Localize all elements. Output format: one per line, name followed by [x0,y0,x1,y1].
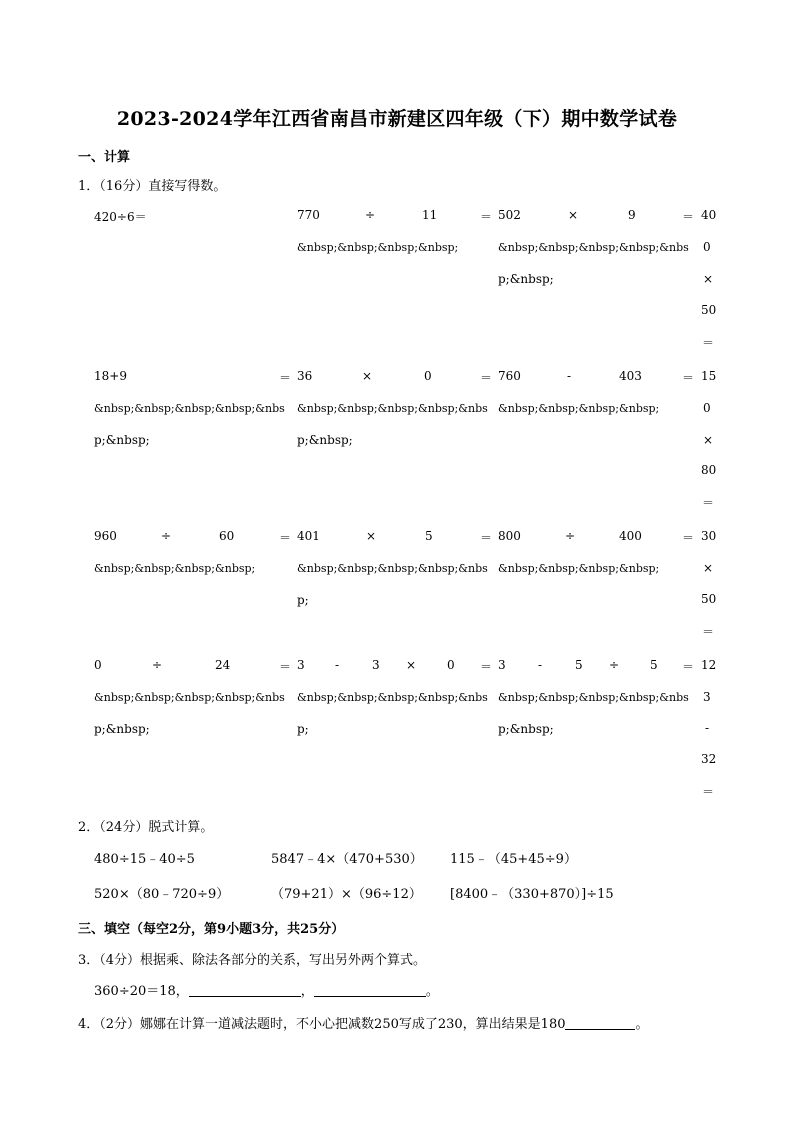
r2-c2-eq: ＝ [480,371,493,385]
r2-c4-a: 15 [701,369,717,383]
r3-c2-op: × [366,529,377,543]
question-4 [78,1013,649,1032]
question-3: 3．（4分）根据乘、除法各部分的关系，写出另外两个算式。 [78,953,427,968]
r1-c4-b: 0 [703,240,711,254]
q3-expr: 360÷20＝18， [94,984,189,999]
q3-blank-1[interactable] [189,982,301,997]
r4-c2-c: 0 [447,658,455,672]
r4-c3-eq: ＝ [682,660,695,674]
r2-c2-b: 0 [424,369,432,383]
r4-c2-op2: × [406,658,417,672]
r4-c1-b: 24 [215,658,231,672]
r3-c2-eq: ＝ [480,531,493,545]
r1-c3-op: × [568,208,579,222]
section-fill-blank: 三、填空（每空2分，第9小题3分，共25分） [78,922,345,937]
r2-c3-b: 403 [619,369,642,383]
q2-item-4: 520×（80﹣720÷9） [94,887,230,902]
r4-c3-nbsp-tail: p;&nbsp; [498,722,554,736]
r4-c4-c: 32 [701,752,717,766]
r3-c4-op: × [703,561,714,575]
r4-c2-op1: - [335,658,340,672]
r3-c3-nbsp: &nbsp;&nbsp;&nbsp;&nbsp; [498,562,660,575]
r2-c3-eq: ＝ [682,371,695,385]
q3-end: 。 [425,984,439,999]
q3-blank-2[interactable] [314,982,426,997]
question-2: 2．（24分）脱式计算。 [78,820,214,835]
r3-c4-b: 50 [701,592,717,606]
r3-c1-eq: ＝ [279,531,292,545]
r3-c4-a: 30 [701,529,717,543]
r4-c3-a: 3 [498,658,506,672]
r1-c2-b: 11 [422,208,438,222]
r1-c4-eq: ＝ [702,336,715,350]
r4-c2-a: 3 [297,658,305,672]
q2-item-2: 5847﹣4×（470+530） [271,852,423,867]
r1-c2-eq: ＝ [480,210,493,224]
r4-c2-eq: ＝ [480,660,493,674]
r1-c2-a: 770 [297,208,320,222]
r1-c3-a: 502 [498,208,521,222]
r3-c2-nbsp-tail: p; [297,593,309,607]
r3-c3-b: 400 [619,529,642,543]
r3-c1-nbsp: &nbsp;&nbsp;&nbsp;&nbsp; [94,562,256,575]
r2-c1-eq: ＝ [279,371,292,385]
q3-answer-line [94,980,439,999]
r4-c4-eq: ＝ [702,785,715,799]
r4-c1-a: 0 [94,658,102,672]
question-1: 1．（16分）直接写得数。 [78,179,227,194]
q2-item-5: （79+21）×（96÷12） [271,887,422,902]
r3-c3-op: ÷ [565,529,576,543]
r4-c1-nbsp: &nbsp;&nbsp;&nbsp;&nbsp;&nbs [94,691,285,704]
r4-c3-op1: - [538,658,543,672]
r4-c3-op2: ÷ [609,658,620,672]
section-calculation: 一、计算 [78,150,131,165]
r2-c4-op: × [703,433,714,447]
q2-item-6: [8400﹣（330+870）]÷15 [450,887,614,902]
q4-blank[interactable] [565,1015,635,1030]
page-title: 2023-2024学年江西省南昌市新建区四年级（下）期中数学试卷 [116,108,678,130]
r4-c3-b: 5 [575,658,583,672]
r4-c2-b: 3 [372,658,380,672]
r2-c1-nbsp: &nbsp;&nbsp;&nbsp;&nbsp;&nbs [94,402,285,415]
r1-c2-nbsp: &nbsp;&nbsp;&nbsp;&nbsp; [297,241,459,254]
r3-c1-a: 960 [94,529,117,543]
q4-text: 4．（2分）娜娜在计算一道减法题时，不小心把减数250写成了230，算出结果是180 [78,1017,566,1032]
r4-c2-nbsp: &nbsp;&nbsp;&nbsp;&nbsp;&nbs [297,691,488,704]
q2-item-1: 480÷15﹣40÷5 [94,852,195,867]
r1-c4-a: 40 [701,208,717,222]
r2-c3-nbsp: &nbsp;&nbsp;&nbsp;&nbsp; [498,402,660,415]
r3-c3-a: 800 [498,529,521,543]
r4-c4-op: - [705,721,710,735]
r1-c1: 420÷6＝ [94,210,147,224]
r3-c2-a: 401 [297,529,320,543]
r4-c1-eq: ＝ [279,660,292,674]
r4-c2-nbsp-tail: p; [297,722,309,736]
r2-c4-b: 0 [703,401,711,415]
r1-c4-op: × [703,272,714,286]
r3-c3-eq: ＝ [682,531,695,545]
r2-c2-nbsp: &nbsp;&nbsp;&nbsp;&nbsp;&nbs [297,402,488,415]
r2-c4-eq: ＝ [702,496,715,510]
r4-c4-a: 12 [701,658,717,672]
r2-c4-c: 80 [701,463,717,477]
r1-c3-eq: ＝ [682,210,695,224]
r4-c3-c: 5 [650,658,658,672]
r1-c2-op: ÷ [365,208,376,222]
r4-c4-b: 3 [703,690,711,704]
q3-sep: ， [300,984,314,999]
r2-c3-op: - [567,369,572,383]
r3-c2-nbsp: &nbsp;&nbsp;&nbsp;&nbsp;&nbs [297,562,488,575]
r1-c4-c: 50 [701,303,717,317]
q4-end: 。 [635,1017,649,1032]
r3-c4-eq: ＝ [702,625,715,639]
r3-c1-op: ÷ [161,529,172,543]
r2-c2-a: 36 [297,369,313,383]
r4-c1-op: ÷ [152,658,163,672]
r1-c3-b: 9 [628,208,636,222]
q2-item-3: 115﹣（45+45÷9） [450,852,577,867]
r3-c1-b: 60 [219,529,235,543]
r3-c2-b: 5 [425,529,433,543]
r2-c2-op: × [362,369,373,383]
r1-c3-nbsp-tail: p;&nbsp; [498,272,554,286]
r2-c1-nbsp-tail: p;&nbsp; [94,433,150,447]
r1-c3-nbsp: &nbsp;&nbsp;&nbsp;&nbsp;&nbs [498,241,689,254]
r4-c3-nbsp: &nbsp;&nbsp;&nbsp;&nbsp;&nbs [498,691,689,704]
r4-c1-nbsp-tail: p;&nbsp; [94,722,150,736]
r2-c3-a: 760 [498,369,521,383]
r2-c2-nbsp-tail: p;&nbsp; [297,433,353,447]
r2-c1-a: 18+9 [94,369,127,383]
